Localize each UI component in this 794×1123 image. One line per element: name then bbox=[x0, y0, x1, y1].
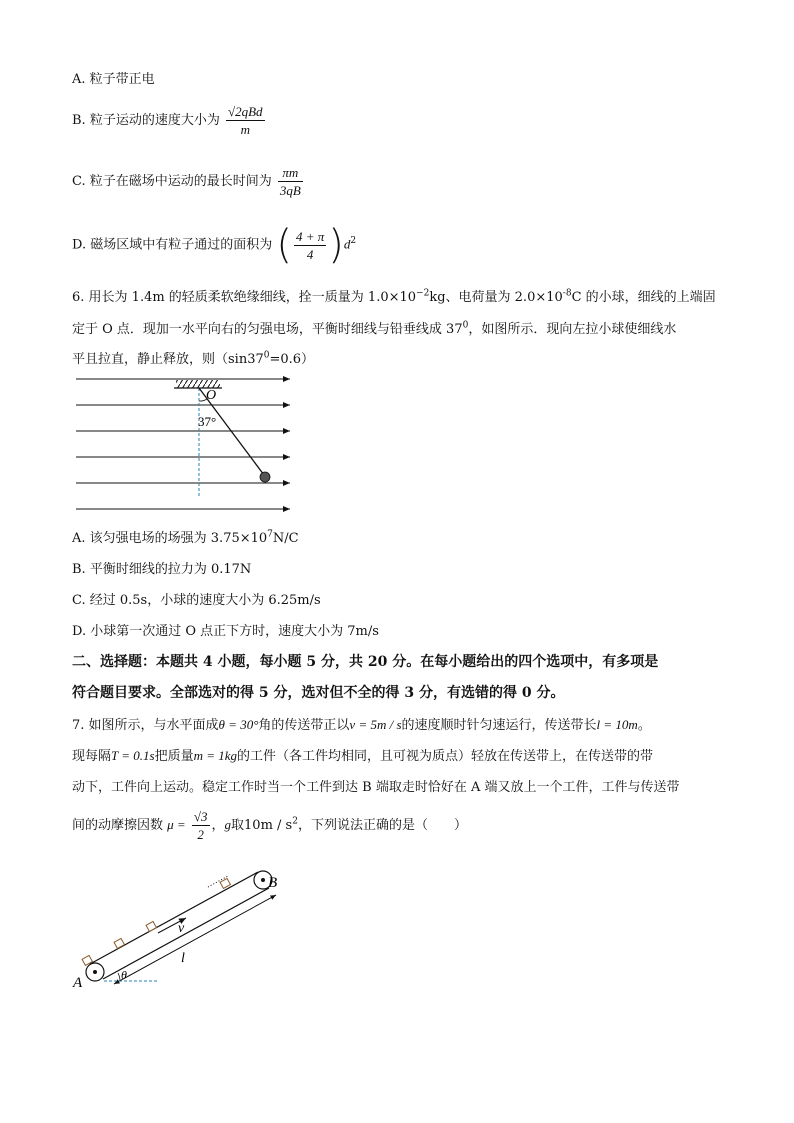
q6-line-2-b: ，如图所示．现向左拉小球使细线水 bbox=[468, 322, 677, 337]
pulley-a-axle bbox=[93, 970, 97, 974]
q5-option-c bbox=[72, 164, 305, 199]
q5-option-d-suffix: d bbox=[343, 236, 351, 252]
label-O: O bbox=[206, 388, 217, 403]
q7-line-4 bbox=[72, 808, 467, 843]
q7-line-4-d: ，下列说法正确的是（ ） bbox=[297, 818, 467, 833]
q5-option-c-fraction bbox=[278, 164, 303, 199]
q5-option-d bbox=[72, 222, 356, 268]
q5-option-c-text: C. 粒子在磁场中运动的最长时间为 bbox=[72, 174, 272, 189]
q6-line-1-a: 6. 用长为 1.4m 的轻质柔软绝缘细线，拴一质量为 1.0×10 bbox=[72, 290, 417, 305]
q6-line-1 bbox=[72, 286, 716, 305]
q6-field-figure bbox=[70, 368, 300, 516]
left-paren: ( bbox=[276, 222, 292, 268]
q7-line-4-c: 取 bbox=[231, 818, 245, 833]
q6-option-a-unit: N/C bbox=[272, 531, 299, 546]
q7-line-3: 动下，工件向上运动。稳定工作时当一个工件到达 B 端取走时恰好在 A 端又放上一个工件，工件与传送带 bbox=[72, 780, 680, 795]
workpiece bbox=[146, 921, 156, 931]
q6-line-3 bbox=[72, 348, 314, 367]
q7-line-2-c: 的工件（各工件均相同，且可视为质点）轻放在传送带上，在传送带的带 bbox=[237, 749, 654, 764]
workpiece bbox=[114, 938, 124, 948]
q6-line-2 bbox=[72, 318, 676, 337]
q5-option-d-denominator: 4 bbox=[306, 246, 314, 262]
charged-ball bbox=[260, 472, 270, 482]
q5-option-b-numerator: √2qBd bbox=[227, 104, 263, 119]
q6-option-a-text: A. 该匀强电场的场强为 3.75×10 bbox=[72, 531, 268, 546]
q7-line-4-a: 间的动摩擦因数 bbox=[72, 818, 164, 833]
q7-g-exponent: 2 bbox=[292, 816, 298, 827]
q6-option-a-exp: 7 bbox=[267, 529, 273, 540]
q7-line-2-b: 把质量 bbox=[154, 749, 194, 764]
q7-line-1-a: 7. 如图所示，与水平面成 bbox=[72, 718, 219, 733]
q7-mass-value: m = 1kg bbox=[193, 748, 238, 763]
q6-line-1-exp2: -8 bbox=[562, 288, 572, 299]
q7-speed-value: v = 5m / s bbox=[349, 717, 402, 732]
label-v: v bbox=[178, 921, 185, 936]
q7-mu-label: μ = bbox=[167, 817, 186, 832]
q6-option-b: B. 平衡时细线的拉力为 0.17N bbox=[72, 562, 252, 577]
q5-option-b bbox=[72, 103, 267, 138]
q7-conveyor-figure bbox=[68, 860, 298, 995]
q6-line-2-exp: 0 bbox=[462, 320, 469, 331]
section-2-heading-line-2: 符合题目要求。全部选对的得 5 分，选对但不全的得 3 分，有选错的得 0 分。 bbox=[72, 685, 565, 701]
label-37-degree: 37° bbox=[198, 414, 217, 429]
q7-theta-value: θ = 30° bbox=[218, 717, 259, 732]
q6-line-1-exp1: −2 bbox=[416, 288, 430, 299]
q6-line-2-a: 定于 O 点．现加一水平向右的匀强电场，平衡时细线与铅垂线成 37 bbox=[72, 322, 463, 337]
q7-g-value: 10m / s bbox=[244, 818, 293, 833]
q7-mu-fraction bbox=[192, 808, 210, 843]
label-theta: θ bbox=[121, 968, 127, 982]
label-A: A bbox=[73, 975, 83, 991]
length-arrow-down bbox=[114, 895, 276, 984]
q6-line-3-b: =0.6） bbox=[269, 352, 315, 367]
q5-option-b-fraction bbox=[226, 103, 265, 138]
q5-option-b-denominator: m bbox=[240, 122, 250, 137]
ceiling-hatch bbox=[176, 380, 220, 388]
q5-option-d-fraction bbox=[294, 228, 326, 263]
q7-line-1-c: 的速度顺时针匀速运行，传送带长 bbox=[401, 718, 597, 733]
q7-mu-denominator: 2 bbox=[197, 827, 204, 842]
q6-line-3-a: 平且拉直，静止释放，则（sin37 bbox=[72, 352, 264, 367]
q7-line-2 bbox=[72, 745, 653, 764]
q6-option-a bbox=[72, 527, 299, 546]
q5-option-c-denominator: 3qB bbox=[279, 183, 301, 198]
label-B: B bbox=[268, 875, 278, 891]
label-l: l bbox=[181, 951, 185, 966]
q6-option-d: D. 小球第一次通过 O 点正下方时，速度大小为 7m/s bbox=[72, 624, 379, 639]
q5-option-b-text: B. 粒子运动的速度大小为 bbox=[72, 113, 220, 128]
q6-option-c: C. 经过 0.5s，小球的速度大小为 6.25m/s bbox=[72, 593, 321, 608]
q7-period-value: T = 0.1s bbox=[111, 748, 155, 763]
q5-option-a: A. 粒子带正电 bbox=[72, 72, 155, 87]
q7-line-1 bbox=[72, 714, 651, 733]
q7-line-2-a: 现每隔 bbox=[72, 749, 112, 764]
q6-line-1-c: C 的小球，细线的上端固 bbox=[571, 290, 716, 305]
q5-option-c-numerator: πm bbox=[278, 164, 303, 182]
section-2-heading-line-1: 二、选择题：本题共 4 小题，每小题 5 分，共 20 分。在每小题给出的四个选项中，有多项是 bbox=[72, 654, 659, 670]
belt-top bbox=[90, 872, 258, 964]
belt-bottom bbox=[103, 888, 269, 979]
q6-line-1-b: kg、电荷量为 2.0×10 bbox=[429, 290, 563, 305]
q7-mu-numerator: √3 bbox=[193, 809, 208, 824]
pulley-b-axle bbox=[261, 878, 265, 882]
q5-option-d-text: D. 磁场区域中有粒子通过的面积为 bbox=[72, 237, 273, 253]
field-lines bbox=[76, 379, 290, 509]
right-paren: ) bbox=[328, 222, 344, 268]
theta-arc bbox=[118, 973, 120, 981]
q5-option-d-numerator: 4 + π bbox=[295, 228, 325, 244]
squared-exponent: 2 bbox=[350, 236, 357, 247]
q7-line-1-b: 角的传送带正以 bbox=[258, 718, 350, 733]
q6-line-3-exp: 0 bbox=[263, 350, 270, 361]
q7-line-1-d: 。 bbox=[637, 718, 651, 733]
q7-g-symbol: g bbox=[224, 817, 232, 832]
q7-line-4-b: ， bbox=[211, 818, 225, 833]
q7-length-value: l = 10m bbox=[596, 717, 638, 732]
